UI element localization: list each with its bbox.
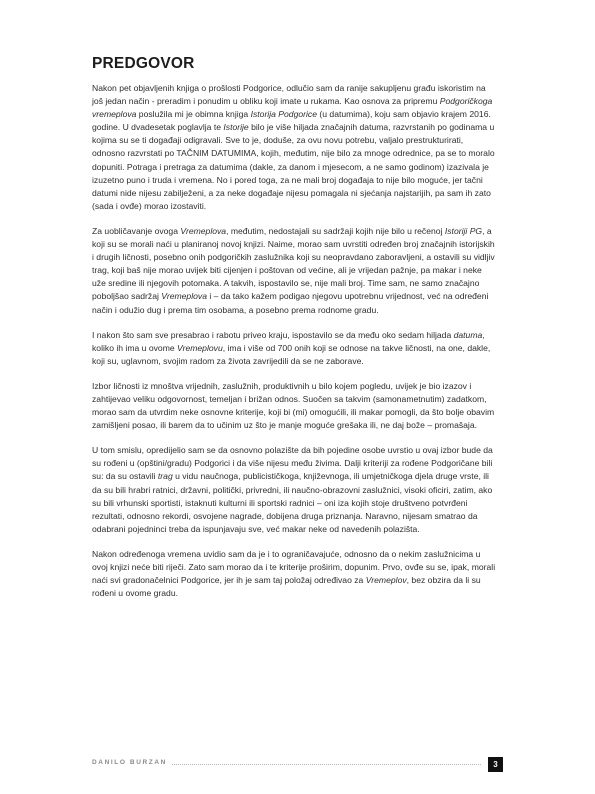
text-run: , bez obzira da li su rođeni u ovome gradu. [92,575,481,599]
page-footer [92,757,503,771]
text-run: , koliko ih ima u ovome [92,329,485,353]
text-run: bilo je više hiljada značajnih datuma, razvrstanih po godinama u kojima su se ti događaji odigravali. Sve to je, doduše, za ovu novu potrebu, valjalo prestrukturirati, odnosno razvrstati po TAČNIM DATUMIMA, kojih, međutim, nije bilo za mnoge odrednice, pa se to moralo dopuniti. Potraga i pretraga za datumima (dakle, za danom i mjesecom, a ne samo godinom) izazivala je izuzetno puno i truda i vremena. No i pored toga, za ne mali broj događaja to nije bilo moguće, jer tačni datumi nide nijesu zabilježeni, a za neke događaje nijesu pomagala ni sjećanja najstarijih, pa sam ih zato (sada i ovđe) morao izostaviti. [92,122,495,211]
body-text [92,82,498,612]
text-run: , ima i više od 700 onih koji se odnose na takve ličnosti, na one, dakle, koji su, uglavnom, svojim radom za života zavrijedili da se ne zaborave. [92,342,491,366]
italic-run: Vremeplova [180,225,227,236]
page-title: PREDGOVOR [92,55,195,72]
text-run: u vidu naučnoga, publicističkoga, književnoga, ili umjetničkoga djela druge vrste, ili da su bili hrabri ratnici, državni, politički, privredni, ili naučno-obrazovni zaslužnici, visoki oficiri, zatim, ako su bili vrhunski sportisti, istaknuti kulturni ili sportski radnici – oni iza kojih stoje društveno potvrđeni rezultati, odnosno rekordi, osvojene nagrade, dobijena druga priznanja. Naravno, nijesam smatrao da odabrani pojedninci treba da ispunjavaju sve, već makar neke od navedenih polazišta. [92,471,493,534]
text-run: U tom smislu, opredijelio sam se da osnovno polazište da bih pojedine osobe uvrstio u ovaj izbor bude da su rođeni u (opštini/gradu) Podgorici i da više nijesu među živima. Dalji kriteriji za rođene Podgoričane bili su: da su ostavili [92,445,493,482]
paragraph [92,380,498,432]
text-run: I nakon što sam sve presabrao i rabotu priveo kraju, ispostavilo se da među oko sedam hiljada [92,329,454,340]
paragraph [92,82,498,213]
paragraph [92,329,498,368]
text-run: (u datumima), koju sam objavio krajem 2016. godine. U dvadesetak poglavlja te [92,109,491,133]
text-run: , međutim, nedostajali su sadržaji kojih nije bilo u rečenoj [226,225,445,236]
footer-divider [172,764,481,765]
text-run: Izbor ličnosti iz mnoštva vrijednih, zaslužnih, produktivnih u bilo kojem pogledu, uvijek je bio izazov i zahtijevao veliku odgovornost, temeljan i brižan odnos. Suočen sa takvim (samonametnutim) zadatkom, morao sam da utvrdim neke osnovne kriterije, koji bi (mi) omogućili, ili makar pomogli, da što bolje obavim zamišljeni posao, ili barem da to učinim uz što je manje moguće grešaka ili, ne daj bože – promašaja. [92,380,495,431]
text-run: i – da tako kažem podigao njegovu upotrebnu vrijednost, već na određeni način i odužio dug i prema tim osobama, a posebno prema rodnome gradu. [92,291,489,315]
paragraph [92,444,498,536]
footer-author: DANILO BURZAN [92,759,167,766]
italic-run: datuma [453,329,483,340]
text-run: Nakon određenoga vremena uvidio sam da je i to ograničavajuće, odnosno da o nekim zaslužnicima u ovoj knjizi neće biti riječi. Zato sam morao da i te kriterije proširim, dopunim. Prvo, ovđe su se, ipak, morali naći svi gradonačelnici Podgorice, jer ih je sam taj položaj određivao za [92,548,496,586]
italic-run: Istorija Podgorice [250,109,317,120]
italic-run: Vremeplovu [177,342,223,353]
italic-run: Vremeplov [365,575,407,586]
italic-run: Podgoričkoga vremeplova [92,96,493,120]
text-run: poslužila mi je obimna knjiga [136,109,251,120]
text-run: Nakon pet objavljenih knjiga o prošlosti Podgorice, odlučio sam da ranije sakupljenu građu iskoristim na još jedan način - preradim i ponudim u obliku koji imate u rukama. Kao osnova za pripremu [92,83,486,107]
paragraph [92,225,498,317]
text-run: Za uobličavanje ovoga [92,225,181,236]
italic-run: Istorije [223,122,249,133]
italic-run: Vremeplova [161,291,207,302]
italic-run: trag [157,471,173,482]
paragraph [92,548,498,600]
italic-run: Istoriji PG [444,225,483,236]
page-number: 3 [488,757,503,772]
text-run: , a koji su se morali naći u planiranoj novoj knjizi. Naime, morao sam uvrstiti određen broj značajnih istorijskih i drugih ličnosti, posebno onih podgoričkih zaslužnika koji su neopravdano zaboravljeni, a ostavili su vidljiv trag, koji baš nije morao uvijek biti cijenjen i poštovan od većine, ali je vrijedan pažnje, pa makar i neke uže sredine ili njegovih potomaka. A takvih, ispostavilo se, nije mali broj. Time sam, ne samo značajno poboljšao sadržaj [92,225,495,302]
